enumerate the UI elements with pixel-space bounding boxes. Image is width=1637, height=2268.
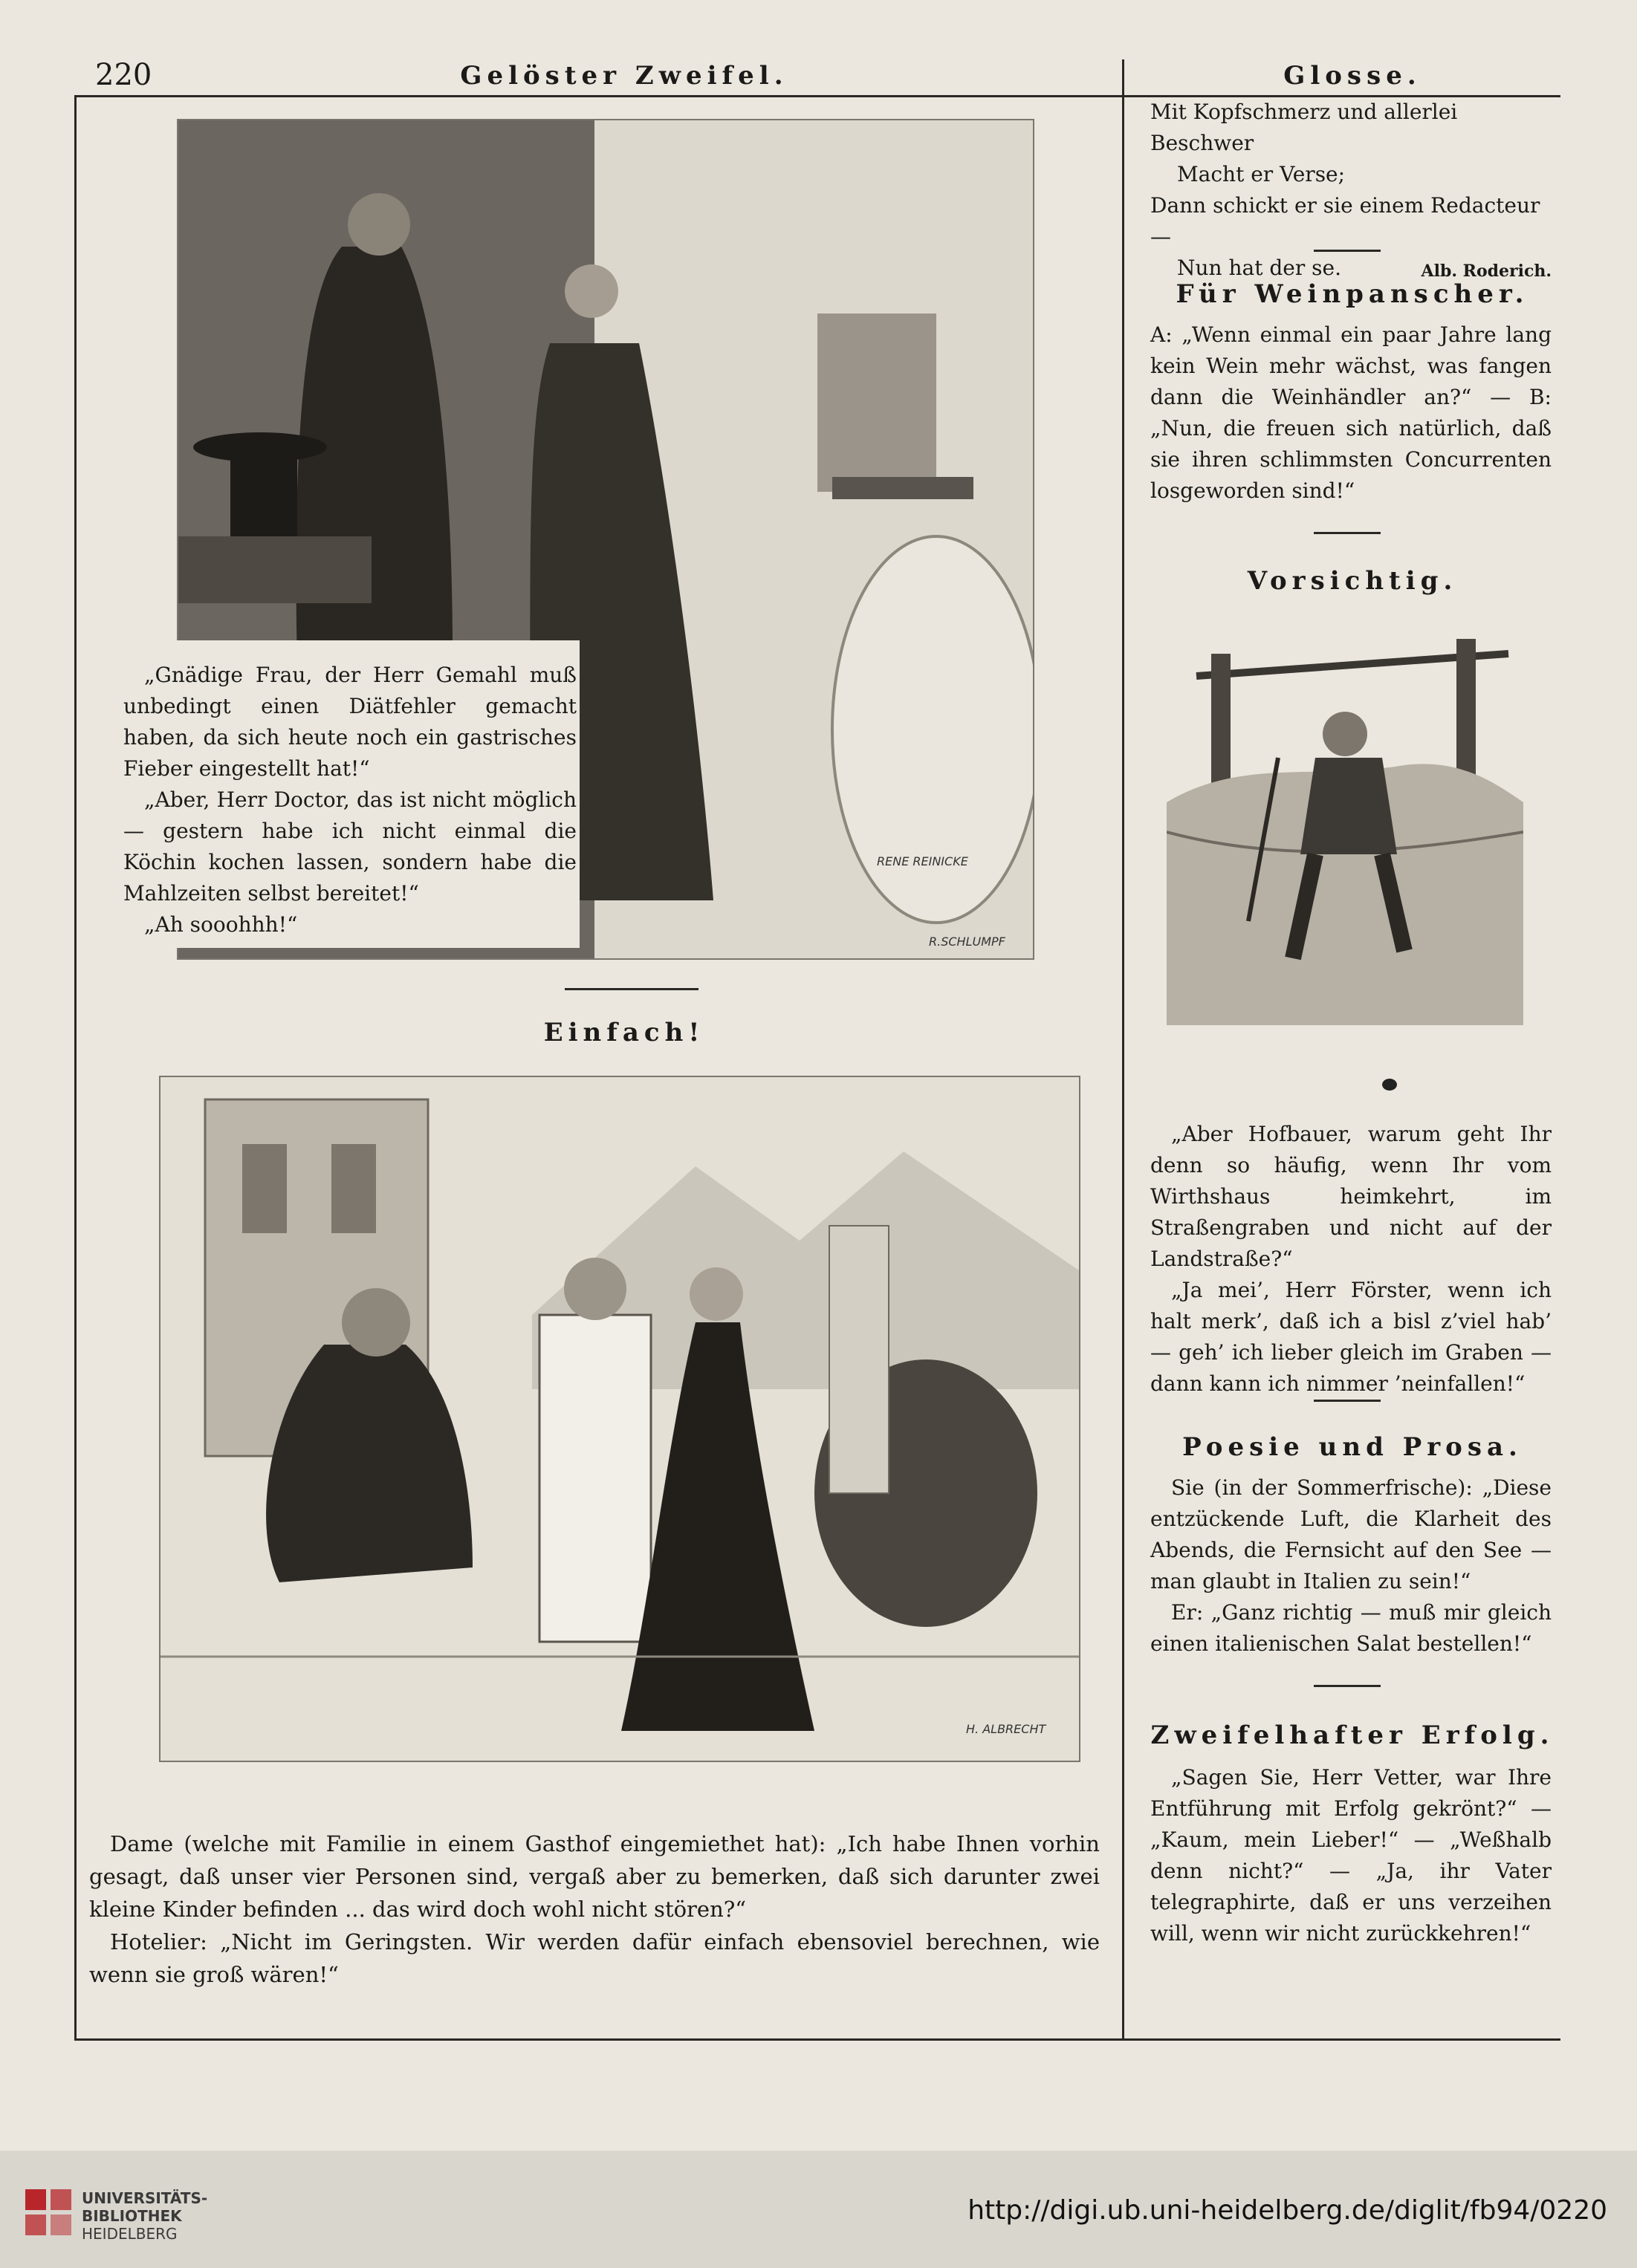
poesie-sie-line: Sie (in der Sommerfrische): „Diese entzückende Luft, die Klarheit des Abends, die Fernsicht auf den See — man glaubt in Italien zu sein!“ — [1150, 1475, 1552, 1593]
caption-geloester-zweifel — [104, 640, 580, 948]
section-divider — [565, 988, 698, 990]
glosse-line-2: Macht er Verse; — [1177, 162, 1346, 186]
page-number: 220 — [95, 58, 152, 92]
title-geloester-zweifel: Gelöster Zweifel. — [460, 61, 788, 91]
glosse-line-3: Dann schickt er sie einem Redacteur — — [1150, 193, 1540, 249]
einfach-dame-line: Dame (welche mit Familie in einem Gasthof eingemiethet hat): „Ich habe Ihnen vorhin gesagt, daß unser vier Personen sind, vergaß aber zu bemerken, daß sich darunter zwei kleine Kinder befinden ... das wird doch wohl nicht stören?“ — [89, 1831, 1100, 1922]
library-name — [82, 2189, 207, 2243]
einfach-text — [89, 1827, 1100, 1991]
title-weinpanscher: Für Weinpanscher. — [1176, 279, 1529, 309]
library-name-line-1: UNIVERSITÄTS- — [82, 2189, 208, 2207]
erfolg-dialogue: „Sagen Sie, Herr Vetter, war Ihre Entführung mit Erfolg gekrönt?“ — „Kaum, mein Lieber!“ — „Weßhalb denn nicht?“ — „Ja, ihr Vater telegraphirte, daß er uns verzeihen will, wenn wir nicht zurückkehren!“ — [1150, 1765, 1552, 1946]
caption-doctor-reply: „Ah sooohhh!“ — [144, 912, 298, 937]
title-zweifelhafter-erfolg: Zweifelhafter Erfolg. — [1150, 1721, 1555, 1750]
divider-vorsichtig — [1314, 1400, 1381, 1402]
divider-weinpanscher — [1314, 532, 1381, 534]
column-divider — [1122, 59, 1124, 2040]
divider-poesie — [1314, 1685, 1381, 1687]
divider-glosse — [1314, 250, 1381, 252]
illustration-hotel-terrace — [159, 1076, 1080, 1762]
poesie-er-line: Er: „Ganz richtig — muß mir gleich einen italienischen Salat bestellen!“ — [1150, 1600, 1552, 1656]
library-name-line-2: BIBLIOTHEK — [82, 2207, 182, 2225]
title-glosse: Glosse. — [1283, 61, 1422, 91]
vorsichtig-farmer-line: „Ja mei’, Herr Förster, wenn ich halt merk’, daß ich a bisl z’viel hab’ — geh’ ich lieber gleich im Graben — dann kann ich nimmer ’neinfallen!“ — [1150, 1278, 1552, 1396]
glosse-poem — [1150, 97, 1552, 287]
glosse-line-4-text: Nun hat der se. — [1177, 256, 1341, 280]
caption-doctor-line: „Gnädige Frau, der Herr Gemahl muß unbedingt einen Diätfehler gemacht haben, da sich heute noch ein gastrisches Fieber eingestellt hat!“ — [123, 663, 577, 781]
poesie-text — [1150, 1472, 1552, 1660]
vorsichtig-text — [1150, 1119, 1552, 1400]
caption-lady-line: „Aber, Herr Doctor, das ist nicht möglich — gestern habe ich nicht einmal die Köchin kochen lassen, sondern habe die Mahlzeiten selbst bereitet!“ — [123, 787, 577, 906]
bottom-rule — [74, 2038, 1560, 2041]
illustration-farmer-in-ditch — [1167, 609, 1523, 1099]
permalink-url[interactable]: http://digi.ub.uni-heidelberg.de/diglit/fb94/0220 — [967, 2195, 1607, 2226]
title-einfach: Einfach! — [543, 1018, 705, 1047]
erfolg-text — [1150, 1762, 1552, 1949]
weinpanscher-dialogue: A: „Wenn einmal ein paar Jahre lang kein Wein mehr wächst, was fangen dann die Weinhändler an?“ — B: „Nun, die freuen sich natürlich, daß sie ihren schlimmsten Concurrenten losgeworden sind!“ — [1150, 322, 1552, 503]
title-poesie-und-prosa: Poesie und Prosa. — [1182, 1432, 1523, 1462]
vorsichtig-forester-line: „Aber Hofbauer, warum geht Ihr denn so häufig, wenn Ihr vom Wirthshaus heimkehrt, im Straßengraben und nicht auf der Landstraße?“ — [1150, 1122, 1552, 1271]
title-vorsichtig: Vorsichtig. — [1247, 566, 1458, 596]
glosse-author: Alb. Roderich. — [1421, 261, 1552, 281]
left-rule — [74, 95, 77, 2040]
glosse-line-1: Mit Kopfschmerz und allerlei Beschwer — [1150, 100, 1458, 155]
illustration-signature-albrecht: H. ALBRECHT — [966, 1722, 1046, 1736]
illustration-signature-reinicke: RENE REINICKE — [877, 854, 968, 868]
library-name-line-3: HEIDELBERG — [82, 2225, 178, 2243]
ub-heidelberg-logo-icon — [22, 2186, 74, 2238]
footer-bar — [0, 2151, 1637, 2268]
einfach-hotelier-line: Hotelier: „Nicht im Geringsten. Wir werden dafür einfach ebensoviel berechnen, wie wenn sie groß wären!“ — [89, 1929, 1100, 1987]
illustration-signature-schlumpf: R.SCHLUMPF — [929, 935, 1005, 949]
weinpanscher-text — [1150, 319, 1552, 507]
